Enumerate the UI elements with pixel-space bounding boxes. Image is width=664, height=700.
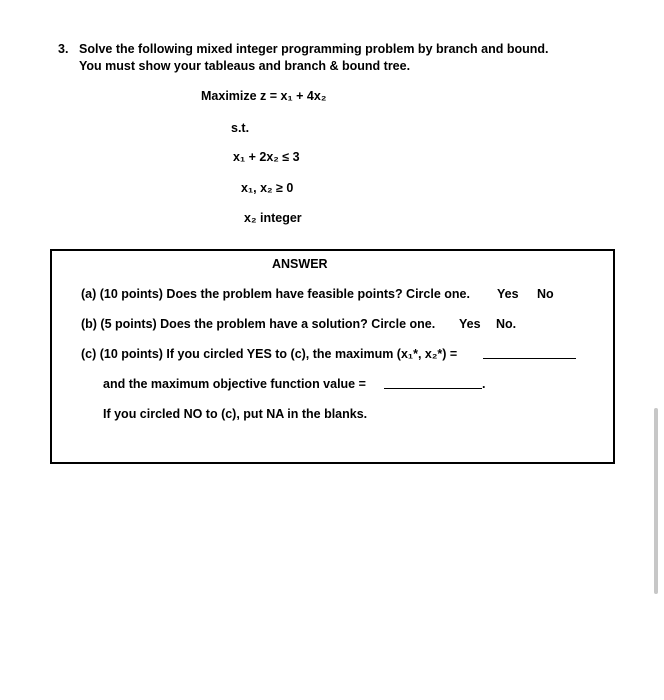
part-b-no-option[interactable]: No.: [496, 317, 517, 331]
objective-function: Maximize z = x₁ + 4x₂: [201, 89, 327, 103]
scrollbar[interactable]: [654, 408, 658, 594]
objective-value-label: and the maximum objective function value =: [103, 377, 366, 391]
constraint-integer: x₂ integer: [244, 211, 302, 225]
part-b-question: (b) (5 points) Does the problem have a solution? Circle one.: [81, 317, 436, 331]
na-instruction: If you circled NO to (c), put NA in the blanks.: [103, 407, 368, 421]
question-number: 3.: [58, 42, 69, 56]
constraint-nonnegativity: x₁, x₂ ≥ 0: [241, 181, 294, 195]
part-b-yes-option[interactable]: Yes: [459, 317, 481, 331]
objective-value-blank[interactable]: [384, 388, 482, 389]
part-c-question: (c) (10 points) If you circled YES to (c), the maximum (x₁*, x₂*) =: [81, 347, 458, 361]
answer-title: ANSWER: [272, 257, 328, 271]
objective-value-period: .: [482, 377, 486, 391]
maximum-point-blank[interactable]: [483, 358, 576, 359]
part-a-no-option[interactable]: No: [537, 287, 554, 301]
question-text-line1: Solve the following mixed integer programming problem by branch and bound.: [79, 42, 549, 56]
part-a-question: (a) (10 points) Does the problem have feasible points? Circle one.: [81, 287, 470, 301]
constraint-1: x₁ + 2x₂ ≤ 3: [233, 150, 300, 164]
part-a-yes-option[interactable]: Yes: [497, 287, 519, 301]
subject-to-label: s.t.: [231, 121, 250, 135]
question-text-line2: You must show your tableaus and branch & bound tree.: [79, 59, 411, 73]
